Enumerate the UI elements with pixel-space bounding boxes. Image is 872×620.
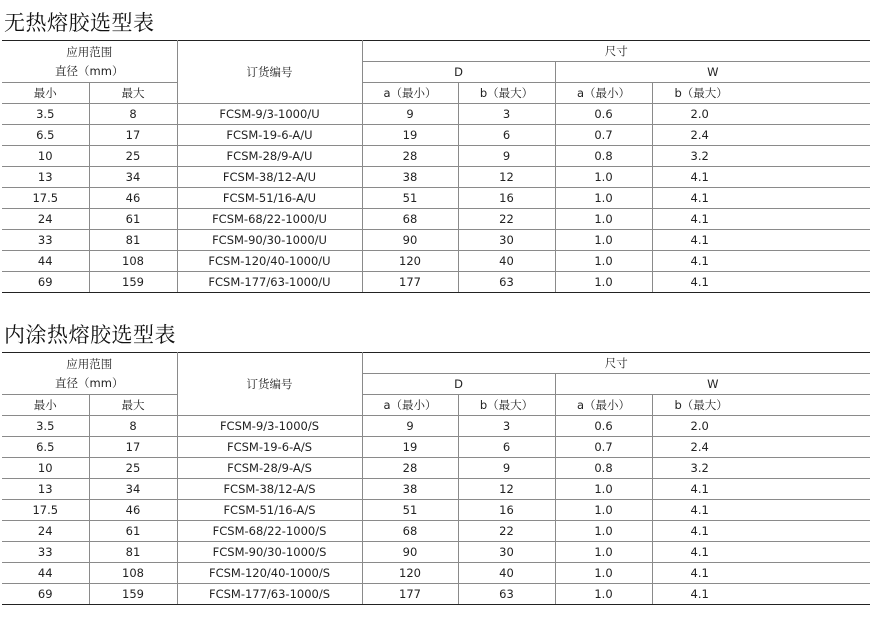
cell-w-b-max: 2.0 [652, 416, 870, 437]
cell-order-no: FCSM-28/9-A/S [177, 458, 362, 479]
cell-d-b-max: 16 [458, 500, 555, 521]
cell-max-diameter: 17 [89, 437, 177, 458]
header-w: W [555, 374, 870, 395]
cell-d-b-max: 12 [458, 167, 555, 188]
table-row [2, 563, 870, 584]
cell-min-diameter: 17.5 [2, 188, 89, 209]
cell-order-no: FCSM-177/63-1000/S [177, 584, 362, 605]
cell-w-b-max: 4.1 [652, 251, 870, 272]
cell-min-diameter: 3.5 [2, 104, 89, 125]
cell-max-diameter: 46 [89, 500, 177, 521]
cell-d-a-min: 90 [362, 230, 458, 251]
header-diameter-label: 直径（mm） [55, 63, 124, 78]
header-w-a-min: a（最小） [555, 395, 652, 416]
header-d-a-min: a（最小） [362, 395, 458, 416]
cell-d-b-max: 16 [458, 188, 555, 209]
cell-min-diameter: 44 [2, 251, 89, 272]
cell-d-b-max: 30 [458, 230, 555, 251]
cell-order-no: FCSM-38/12-A/S [177, 479, 362, 500]
cell-w-a-min: 0.8 [555, 458, 652, 479]
cell-order-no: FCSM-120/40-1000/U [177, 251, 362, 272]
cell-w-b-max: 2.4 [652, 125, 870, 146]
cell-min-diameter: 33 [2, 542, 89, 563]
cell-order-no: FCSM-38/12-A/U [177, 167, 362, 188]
cell-w-a-min: 1.0 [555, 230, 652, 251]
cell-d-b-max: 63 [458, 272, 555, 293]
cell-d-b-max: 3 [458, 104, 555, 125]
cell-w-b-max: 2.4 [652, 437, 870, 458]
cell-d-b-max: 40 [458, 563, 555, 584]
cell-d-a-min: 19 [362, 437, 458, 458]
cell-w-b-max: 3.2 [652, 146, 870, 167]
cell-max-diameter: 81 [89, 542, 177, 563]
cell-order-no: FCSM-51/16-A/S [177, 500, 362, 521]
header-min: 最小 [2, 395, 89, 416]
cell-order-no: FCSM-19-6-A/S [177, 437, 362, 458]
cell-min-diameter: 24 [2, 209, 89, 230]
header-d-a-min: a（最小） [362, 83, 458, 104]
header-diameter-label: 直径（mm） [55, 375, 124, 390]
cell-d-b-max: 9 [458, 458, 555, 479]
table-body [2, 104, 870, 293]
cell-d-b-max: 30 [458, 542, 555, 563]
cell-d-a-min: 9 [362, 416, 458, 437]
cell-w-b-max: 4.1 [652, 521, 870, 542]
cell-max-diameter: 159 [89, 272, 177, 293]
cell-d-a-min: 177 [362, 272, 458, 293]
header-d-b-max: b（最大） [458, 395, 555, 416]
cell-w-a-min: 0.7 [555, 125, 652, 146]
cell-w-a-min: 1.0 [555, 521, 652, 542]
cell-w-b-max: 4.1 [652, 542, 870, 563]
cell-w-b-max: 4.1 [652, 167, 870, 188]
header-min: 最小 [2, 83, 89, 104]
header-w-b-max: b（最大） [652, 395, 870, 416]
cell-w-b-max: 4.1 [652, 500, 870, 521]
cell-w-a-min: 0.8 [555, 146, 652, 167]
cell-d-a-min: 177 [362, 584, 458, 605]
table-row [2, 542, 870, 563]
cell-w-a-min: 1.0 [555, 563, 652, 584]
cell-d-a-min: 19 [362, 125, 458, 146]
cell-d-a-min: 28 [362, 458, 458, 479]
cell-d-b-max: 63 [458, 584, 555, 605]
cell-w-a-min: 0.7 [555, 437, 652, 458]
cell-w-a-min: 1.0 [555, 251, 652, 272]
cell-d-a-min: 68 [362, 209, 458, 230]
cell-min-diameter: 3.5 [2, 416, 89, 437]
cell-d-a-min: 28 [362, 146, 458, 167]
cell-w-a-min: 0.6 [555, 104, 652, 125]
cell-w-a-min: 1.0 [555, 500, 652, 521]
cell-min-diameter: 13 [2, 167, 89, 188]
cell-max-diameter: 8 [89, 416, 177, 437]
table-row [2, 146, 870, 167]
cell-order-no: FCSM-90/30-1000/S [177, 542, 362, 563]
selection-table [2, 352, 870, 605]
cell-max-diameter: 81 [89, 230, 177, 251]
cell-d-a-min: 120 [362, 251, 458, 272]
cell-d-b-max: 22 [458, 521, 555, 542]
cell-min-diameter: 69 [2, 272, 89, 293]
cell-max-diameter: 61 [89, 521, 177, 542]
cell-w-a-min: 1.0 [555, 479, 652, 500]
cell-min-diameter: 13 [2, 479, 89, 500]
section-title: 内涂热熔胶选型表 [4, 323, 176, 347]
cell-w-b-max: 4.1 [652, 230, 870, 251]
cell-max-diameter: 61 [89, 209, 177, 230]
cell-d-b-max: 9 [458, 146, 555, 167]
cell-w-b-max: 4.1 [652, 272, 870, 293]
table-row [2, 188, 870, 209]
cell-max-diameter: 108 [89, 563, 177, 584]
cell-order-no: FCSM-28/9-A/U [177, 146, 362, 167]
cell-min-diameter: 24 [2, 521, 89, 542]
cell-min-diameter: 44 [2, 563, 89, 584]
header-w-a-min: a（最小） [555, 83, 652, 104]
table-row [2, 251, 870, 272]
table-row [2, 167, 870, 188]
cell-d-b-max: 12 [458, 479, 555, 500]
cell-order-no: FCSM-68/22-1000/S [177, 521, 362, 542]
table-section-inner-adhesive [2, 316, 870, 605]
cell-d-a-min: 51 [362, 188, 458, 209]
cell-d-b-max: 22 [458, 209, 555, 230]
cell-order-no: FCSM-51/16-A/U [177, 188, 362, 209]
cell-min-diameter: 6.5 [2, 437, 89, 458]
table-row [2, 521, 870, 542]
table-row [2, 458, 870, 479]
cell-order-no: FCSM-120/40-1000/S [177, 563, 362, 584]
cell-min-diameter: 69 [2, 584, 89, 605]
cell-d-b-max: 40 [458, 251, 555, 272]
cell-w-b-max: 3.2 [652, 458, 870, 479]
cell-min-diameter: 10 [2, 146, 89, 167]
cell-order-no: FCSM-9/3-1000/U [177, 104, 362, 125]
cell-w-b-max: 4.1 [652, 209, 870, 230]
section-title: 无热熔胶选型表 [4, 11, 155, 35]
cell-d-a-min: 120 [362, 563, 458, 584]
header-range-label: 应用范围 [66, 44, 113, 59]
cell-max-diameter: 8 [89, 104, 177, 125]
cell-d-b-max: 6 [458, 437, 555, 458]
table-row [2, 437, 870, 458]
cell-max-diameter: 25 [89, 458, 177, 479]
header-range-label: 应用范围 [66, 356, 113, 371]
cell-order-no: FCSM-177/63-1000/U [177, 272, 362, 293]
header-order-no: 订货编号 [177, 353, 362, 416]
table-row [2, 125, 870, 146]
table-row [2, 230, 870, 251]
header-d-b-max: b（最大） [458, 83, 555, 104]
cell-w-a-min: 1.0 [555, 167, 652, 188]
cell-w-a-min: 0.6 [555, 416, 652, 437]
cell-min-diameter: 6.5 [2, 125, 89, 146]
header-max: 最大 [89, 83, 177, 104]
table-body [2, 416, 870, 605]
cell-d-b-max: 3 [458, 416, 555, 437]
cell-max-diameter: 108 [89, 251, 177, 272]
header-d: D [362, 62, 555, 83]
cell-w-a-min: 1.0 [555, 188, 652, 209]
cell-min-diameter: 17.5 [2, 500, 89, 521]
cell-d-a-min: 38 [362, 167, 458, 188]
table-row [2, 479, 870, 500]
header-range [2, 41, 177, 83]
cell-max-diameter: 34 [89, 479, 177, 500]
cell-order-no: FCSM-19-6-A/U [177, 125, 362, 146]
cell-w-b-max: 4.1 [652, 584, 870, 605]
cell-order-no: FCSM-9/3-1000/S [177, 416, 362, 437]
cell-w-a-min: 1.0 [555, 584, 652, 605]
header-order-no: 订货编号 [177, 41, 362, 104]
cell-min-diameter: 10 [2, 458, 89, 479]
header-w-b-max: b（最大） [652, 83, 870, 104]
header-d: D [362, 374, 555, 395]
table-row [2, 584, 870, 605]
cell-order-no: FCSM-90/30-1000/U [177, 230, 362, 251]
table-section-no-adhesive [2, 4, 870, 293]
cell-d-a-min: 51 [362, 500, 458, 521]
cell-d-a-min: 90 [362, 542, 458, 563]
cell-w-a-min: 1.0 [555, 209, 652, 230]
cell-d-b-max: 6 [458, 125, 555, 146]
header-size: 尺寸 [362, 41, 870, 62]
cell-min-diameter: 33 [2, 230, 89, 251]
cell-w-b-max: 4.1 [652, 479, 870, 500]
cell-w-b-max: 4.1 [652, 563, 870, 584]
table-row [2, 104, 870, 125]
table-row [2, 500, 870, 521]
cell-order-no: FCSM-68/22-1000/U [177, 209, 362, 230]
cell-max-diameter: 17 [89, 125, 177, 146]
header-w: W [555, 62, 870, 83]
cell-max-diameter: 159 [89, 584, 177, 605]
table-row [2, 272, 870, 293]
selection-table [2, 40, 870, 293]
header-range [2, 353, 177, 395]
cell-max-diameter: 34 [89, 167, 177, 188]
header-max: 最大 [89, 395, 177, 416]
cell-w-b-max: 2.0 [652, 104, 870, 125]
cell-w-a-min: 1.0 [555, 542, 652, 563]
cell-max-diameter: 46 [89, 188, 177, 209]
cell-d-a-min: 9 [362, 104, 458, 125]
cell-d-a-min: 68 [362, 521, 458, 542]
header-size: 尺寸 [362, 353, 870, 374]
cell-d-a-min: 38 [362, 479, 458, 500]
cell-w-b-max: 4.1 [652, 188, 870, 209]
table-row [2, 416, 870, 437]
table-row [2, 209, 870, 230]
cell-w-a-min: 1.0 [555, 272, 652, 293]
cell-max-diameter: 25 [89, 146, 177, 167]
